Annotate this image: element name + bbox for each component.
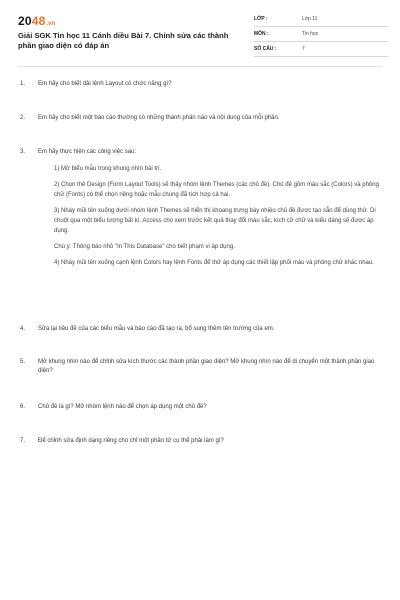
question-text: Em hãy thực hiện các công việc sau: — [38, 149, 137, 155]
task-step: 3) Nháy mũi tên xuống dưới nhóm lệnh Themes sẽ hiển thị khoang trưng bày nhiều chủ đề được tạo sẵn để dùng thử. Di chuột qua một biểu tượng bất kì, Access cho xem trước kết quả thay đổi màu sắc, kích cỡ chữ và kiểu dáng sẽ được áp dụng. — [54, 208, 376, 234]
question-item — [20, 358, 382, 376]
meta-row-class — [254, 14, 388, 27]
task-step: 4) Nháy mũi tên xuống cạnh lệnh Colors hay lệnh Fonts để thử áp dụng các thiết lập phối màu và phông chữ khác nhau. — [54, 260, 374, 266]
question-text: Mở khung nhìn nào để chỉnh sửa kích thước các thành phần giao diện? Mở khung nhìn nào để di chuyển một thành phần giao diện? — [38, 359, 375, 374]
question-item — [20, 403, 207, 412]
question-text: Em hãy cho biết dải lệnh Layout có chức năng gì? — [38, 81, 172, 87]
task-step: 2) Chọn thẻ Design (Form Layout Tools) sẽ thấy nhóm lệnh Themes (các chủ đề). Chủ đề gồm màu sắc (Colors) và phông chữ (Fonts) có thể chọn riêng hoặc mẫu chung đã tích hợp cả hai. — [54, 182, 379, 198]
question-number: 2. — [20, 115, 26, 121]
meta-label: SỐ CÂU : — [254, 46, 277, 52]
question-item — [20, 114, 279, 123]
question-text: Để chỉnh sửa định dạng riêng cho chỉ một phần tử cụ thể phải làm gì? — [38, 438, 224, 444]
meta-row-subject — [254, 29, 388, 42]
site-logo[interactable] — [18, 14, 55, 28]
question-number: 3. — [20, 149, 26, 155]
meta-label: LỚP : — [254, 16, 268, 22]
task-note: Chú ý: Thông báo nhỏ "In This Database" cho biết phạm vi áp dụng. — [54, 244, 235, 250]
logo-text: 2048 — [18, 14, 46, 28]
task-step: 1) Mở biểu mẫu trong khung nhìn bài trí. — [54, 166, 162, 172]
meta-row-count — [254, 44, 388, 57]
document-meta — [254, 14, 388, 59]
question-item — [20, 80, 171, 89]
question-number: 1. — [20, 81, 26, 87]
document-title: Giải SGK Tin học 11 Cánh diều Bài 7. Chỉnh sửa các thành phần giao diện có đáp án — [18, 31, 229, 50]
question-number: 4. — [20, 326, 26, 332]
meta-value: Lớp 11 — [302, 16, 318, 22]
question-item — [20, 148, 382, 268]
question-number: 5. — [20, 359, 26, 365]
question-text: Chủ đề là gì? Mở nhóm lệnh nào để chọn áp dụng một chủ đề? — [38, 404, 207, 410]
meta-value: Tin học — [302, 31, 319, 37]
question-text: Em hãy cho biết một báo cáo thường có những thành phần nào và nội dung của mỗi phần. — [38, 115, 280, 121]
meta-label: MÔN : — [254, 31, 269, 37]
question-number: 6. — [20, 404, 26, 410]
question-item — [20, 325, 274, 334]
question-item — [20, 437, 224, 446]
question-text: Sửa lại tiêu đề của các biểu mẫu và báo cáo đã tạo ra, bổ sung thêm tên trường của em. — [38, 326, 275, 332]
question-number: 7. — [20, 438, 26, 444]
meta-value: 7 — [302, 46, 305, 52]
logo-domain: .vn — [46, 21, 56, 27]
header-divider — [18, 66, 382, 67]
document-header — [18, 14, 388, 60]
